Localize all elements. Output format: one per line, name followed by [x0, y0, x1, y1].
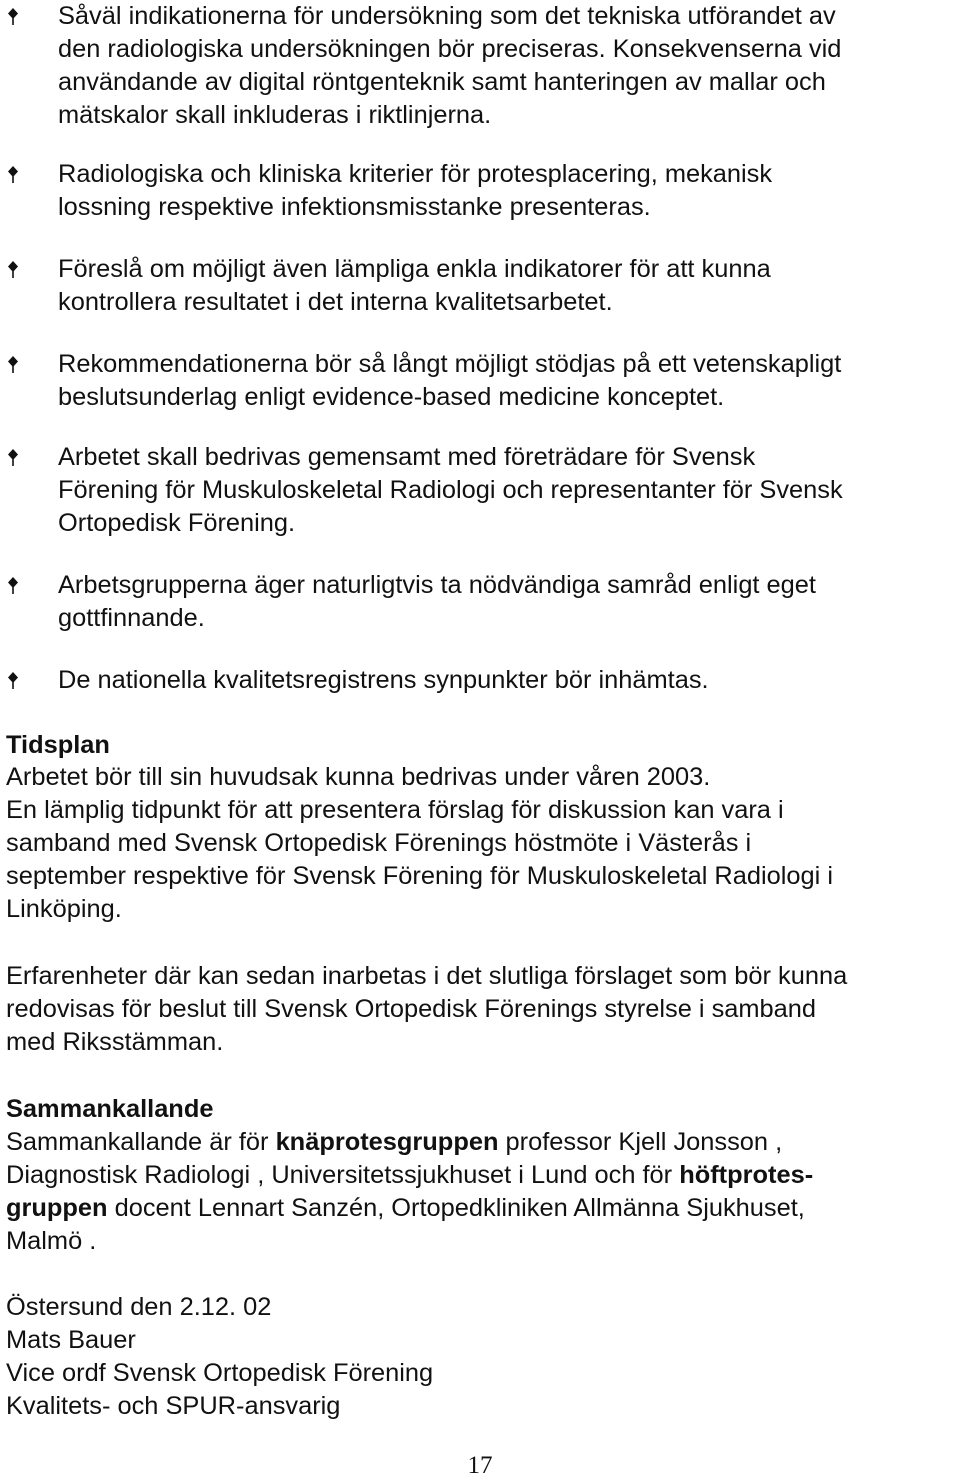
tidsplan-paragraph: Erfarenheter där kan sedan inarbetas i det slutliga förslaget som bör kunna redovisas för beslut till Svensk Ortopedisk Förenings styrelse i samband med Riksstämman. — [6, 962, 848, 1056]
signature-name: Mats Bauer — [6, 1326, 136, 1354]
sammankallande-mid: professor Kjell Jonsson , Diagnostisk Radiologi , Universitetssjukhuset i Lund och för — [6, 1128, 783, 1189]
sammankallande-intro: Sammankallande är för — [6, 1128, 276, 1156]
page-number: 17 — [467, 1452, 493, 1479]
diamond-bullet-icon — [8, 166, 18, 183]
tidsplan-heading: Tidsplan — [6, 731, 110, 759]
diamond-bullet-icon — [8, 8, 18, 25]
bullet-text: Såväl indikationerna för undersökning som det tekniska utförandet av den radiologiska undersökningen bör preciseras. Konsekvenserna vid användande av digital röntgenteknik samt hanteringen av mallar och mätskalor skall inkluderas i riktlinjerna. — [58, 2, 842, 129]
bullet-text: Arbetet skall bedrivas gemensamt med företrädare för Svensk Förening för Muskuloskeletal Radiologi och representanter för Svensk Ortopedisk Förening. — [58, 443, 843, 537]
diamond-bullet-icon — [8, 672, 18, 689]
diamond-bullet-icon — [8, 356, 18, 373]
bullet-text: De nationella kvalitetsregistrens synpunkter bör inhämtas. — [58, 666, 709, 694]
group-name-hip: höftprotes- gruppen — [6, 1161, 814, 1222]
group-name-knee: knäprotesgruppen — [275, 1128, 499, 1156]
diamond-bullet-icon — [8, 449, 18, 466]
bullet-text: Rekommendationerna bör så långt möjligt stödjas på ett vetenskapligt beslutsunderlag enligt evidence-based medicine konceptet. — [58, 350, 842, 411]
sammankallande-outro: docent Lennart Sanzén, Ortopedkliniken Allmänna Sjukhuset, Malmö . — [6, 1194, 805, 1255]
tidsplan-paragraph: Arbetet bör till sin huvudsak kunna bedrivas under våren 2003. En lämplig tidpunkt för att presentera förslag för diskussion kan vara i samband med Svensk Ortopedisk Förenings höstmöte i Västerås i september respektive för Svensk Förening för Muskuloskeletal Radiologi i Linköping. — [6, 763, 833, 923]
sammankallande-heading: Sammankallande — [6, 1095, 214, 1123]
bullet-text: Föreslå om möjligt även lämpliga enkla indikatorer för att kunna kontrollera resultatet i det interna kvalitetsarbetet. — [58, 255, 771, 316]
signature-place-date: Östersund den 2.12. 02 — [6, 1293, 272, 1321]
sammankallande-paragraph — [6, 1126, 952, 1258]
bullet-text: Arbetsgrupperna äger naturligtvis ta nödvändiga samråd enligt eget gottfinnande. — [58, 571, 816, 632]
signature-title: Vice ordf Svensk Ortopedisk Förening — [6, 1359, 434, 1387]
signature-role: Kvalitets- och SPUR-ansvarig — [6, 1392, 341, 1420]
diamond-bullet-icon — [8, 577, 18, 594]
bullet-text: Radiologiska och kliniska kriterier för protesplacering, mekanisk lossning respektive infektionsmisstanke presenteras. — [58, 160, 773, 221]
diamond-bullet-icon — [8, 261, 18, 278]
